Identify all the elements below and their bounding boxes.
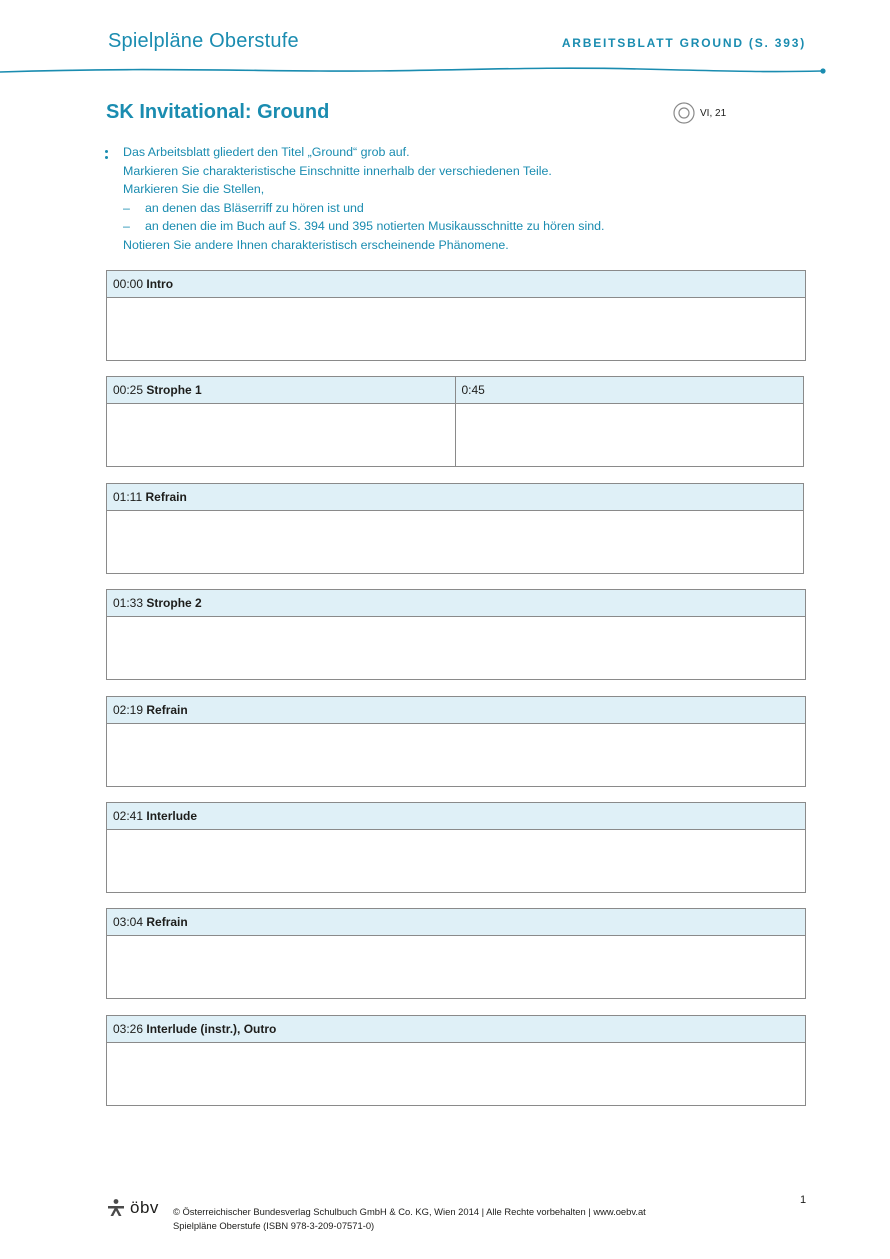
publisher-brand: öbv bbox=[130, 1198, 159, 1217]
notes-area[interactable] bbox=[107, 830, 805, 892]
section-label: Interlude (instr.), Outro bbox=[146, 1022, 277, 1036]
publisher-logo bbox=[106, 1198, 159, 1218]
instruction-line: Das Arbeitsblatt gliedert den Titel „Ground“ grob auf. bbox=[123, 145, 410, 159]
section-time: 03:04 bbox=[113, 915, 144, 929]
section-label: Refrain bbox=[146, 915, 188, 929]
notes-area[interactable] bbox=[107, 1043, 805, 1105]
dash-bullet-icon: – bbox=[123, 200, 130, 215]
instruction-line: Notieren Sie andere Ihnen charakteristisch erscheinende Phänomene. bbox=[123, 237, 509, 252]
section-label: Strophe 1 bbox=[146, 383, 202, 397]
section-time: 00:25 bbox=[113, 383, 144, 397]
section-header-second bbox=[456, 377, 804, 403]
section-time: 03:26 bbox=[113, 1022, 144, 1036]
isbn-line: Spielpläne Oberstufe (ISBN 978-3-209-07571-0) bbox=[173, 1220, 375, 1231]
instruction-bullet bbox=[123, 217, 743, 236]
header-title: Spielpläne Oberstufe bbox=[108, 30, 299, 52]
section-label: Refrain bbox=[146, 703, 188, 717]
section-interlude bbox=[106, 802, 806, 893]
section-header bbox=[107, 909, 805, 935]
instruction-bullet-text: an denen die im Buch auf S. 394 und 395 notierten Musikausschnitte zu hören sind. bbox=[145, 219, 605, 234]
section-intro bbox=[106, 270, 806, 361]
section-header bbox=[107, 803, 805, 829]
section-refrain-1 bbox=[106, 483, 804, 574]
cd-reference bbox=[673, 102, 726, 124]
section-refrain-2 bbox=[106, 696, 806, 787]
section-label: Refrain bbox=[145, 490, 187, 504]
instruction-icon bbox=[104, 143, 110, 163]
section-time: 00:00 bbox=[113, 277, 144, 291]
dash-bullet-icon: – bbox=[123, 219, 130, 234]
section-header bbox=[107, 271, 805, 297]
section-header bbox=[107, 377, 456, 403]
instruction-bullet-text: an denen das Bläserriff zu hören ist und bbox=[145, 200, 364, 215]
section-strophe-1 bbox=[106, 376, 804, 467]
copyright-line: © Österreichischer Bundesverlag Schulbuch GmbH & Co. KG, Wien 2014 | Alle Rechte vorbehalten | www.oebv.at bbox=[173, 1206, 646, 1217]
section-time: 02:19 bbox=[113, 703, 144, 717]
footer-copyright bbox=[173, 1205, 646, 1233]
section-second-time: 0:45 bbox=[461, 383, 485, 397]
notes-area[interactable] bbox=[107, 936, 805, 998]
instruction-line: Markieren Sie charakteristische Einschnitte innerhalb der verschiedenen Teile. bbox=[123, 163, 552, 178]
page-number: 1 bbox=[800, 1194, 807, 1206]
section-time: 01:11 bbox=[113, 490, 143, 504]
header-wave-line bbox=[0, 62, 890, 82]
notes-area[interactable] bbox=[107, 724, 805, 786]
publisher-logo-icon bbox=[106, 1198, 126, 1218]
section-refrain-3 bbox=[106, 908, 806, 999]
section-time: 01:33 bbox=[113, 596, 144, 610]
section-outro bbox=[106, 1015, 806, 1106]
worksheet-title: SK Invitational: Ground bbox=[106, 101, 330, 123]
section-header bbox=[107, 697, 805, 723]
instruction-bullet bbox=[123, 199, 743, 218]
section-header bbox=[107, 590, 805, 616]
notes-area[interactable] bbox=[107, 298, 805, 360]
section-strophe-2 bbox=[106, 589, 806, 680]
notes-area[interactable] bbox=[107, 617, 805, 679]
instruction-line: Markieren Sie die Stellen, bbox=[123, 182, 265, 197]
section-label: Intro bbox=[146, 277, 174, 291]
notes-area[interactable] bbox=[107, 511, 803, 573]
instructions bbox=[123, 143, 743, 255]
section-label: Strophe 2 bbox=[146, 596, 202, 610]
notes-area[interactable] bbox=[107, 404, 456, 466]
section-header bbox=[107, 484, 803, 510]
notes-area-second[interactable] bbox=[456, 404, 804, 466]
cd-icon bbox=[673, 102, 695, 124]
cd-track-number: VI, 21 bbox=[700, 107, 727, 119]
header-sheet-label: ARBEITSBLATT GROUND (S. 393) bbox=[561, 36, 806, 50]
section-label: Interlude bbox=[146, 809, 198, 823]
section-header bbox=[107, 1016, 805, 1042]
section-time: 02:41 bbox=[113, 809, 144, 823]
